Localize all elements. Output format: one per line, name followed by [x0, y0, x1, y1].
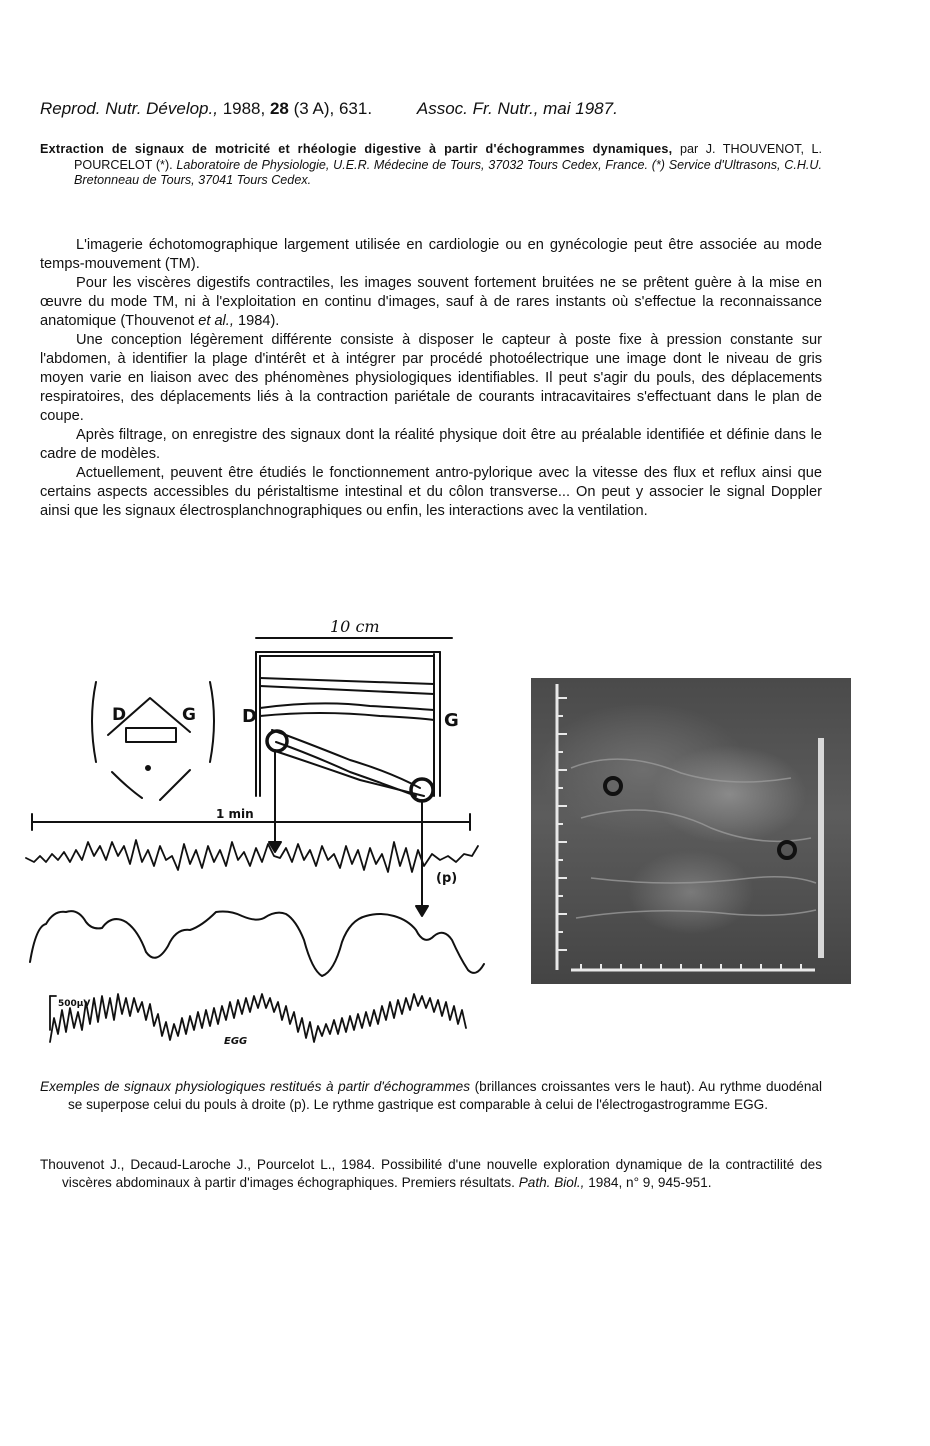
journal-volume: 28 [269, 99, 289, 118]
egg-label: EGG [224, 1036, 248, 1047]
reference-journal: Path. Biol., [518, 1174, 585, 1190]
roi-marker-duodenal [605, 778, 621, 794]
roi-marker-gastric [779, 842, 795, 858]
ultrasound-markings [531, 678, 851, 984]
paragraph-3: Une conception légèrement différente consiste à disposer le capteur à poste fixe à pression constante sur l'abdomen, à identifier la plage d'intérêt et à intégrer par procédé photoélectrique une image dont le niveau de gris moyen varie en liaison avec des phénomènes physiologiques identifiables. Il peut s'agir du pouls, des déplacements respiratoires, des déplacements liés à la contraction pariétale de courants intracavitaires s'effectuant dans le plan de coupe. [40, 332, 822, 424]
abdomen-schematic [92, 682, 214, 800]
caption-text: (brillances croissantes vers le haut). Au rythme duodénal se superpose celui du pouls à droite (p). Le rythme gastrique est comparable à celui de l'électrogastrogramme EGG. [68, 1079, 822, 1112]
ultrasound-image [531, 678, 851, 984]
paragraph-2 [40, 274, 822, 331]
by-label: par [679, 142, 699, 156]
reference-entry [40, 1156, 822, 1191]
figure [20, 610, 910, 1070]
signal-traces-drawing [20, 610, 510, 1070]
reference-details: 1984, n° 9, 945-951. [588, 1174, 712, 1190]
arrow-gastric [416, 800, 428, 916]
paragraph-5: Actuellement, peuvent être étudiés le fonctionnement antro-pylorique avec la vitesse des flux et reflux ainsi que certains aspects accessibles du péristaltisme intestinal et du côlon transverse... On peut y associer le signal Doppler ainsi que les signaux électrosplanchnographiques ou enfin, les interactions avec la ventilation. [40, 465, 822, 519]
journal-year: 1988, [222, 99, 266, 118]
frame-g-label: G [444, 710, 459, 731]
article-authors: J. THOUVENOT, L. POURCELOT (*). [74, 142, 823, 172]
figure-caption [40, 1078, 822, 1113]
gastric-trace [30, 911, 484, 976]
reference-text: Thouvenot J., Decaud-Laroche J., Pourcelot L., 1984. Possibilité d'une nouvelle exploration dynamique de la contractilité des viscères abdominaux à partir d'images échographiques. Premiers résultats. [40, 1157, 822, 1190]
article-title: Extraction de signaux de motricité et rhéologie digestive à partir d'échogrammes dynamiques, [40, 142, 673, 156]
time-scale-label: 1 min [216, 807, 254, 821]
journal-header [40, 99, 840, 119]
paragraph-2-end: 1984). [237, 313, 280, 329]
author-affiliation: Laboratoire de Physiologie, U.E.R. Médecine de Tours, 37032 Tours Cedex, France. (*) Service d'Ultrasons, C.H.U. Bretonneau de Tours, 37041 Tours Cedex. [74, 157, 823, 187]
article-heading [40, 142, 822, 189]
egg-trace [50, 994, 466, 1042]
association-meeting: Assoc. Fr. Nutr., mai 1987. [416, 99, 618, 118]
paragraph-4: Après filtrage, on enregistre des signaux dont la réalité physique doit être au préalable identifiée et définie dans le cadre de modèles. [40, 427, 822, 462]
paragraph-2-text: Pour les viscères digestifs contractiles, les images souvent fortement bruitées ne se prêtent guère à la mise en œuvre du mode TM, ni à l'exploitation en continu d'images, sauf à de rares instants où s'effectue la reconnaissance anatomique (Thouvenot [40, 275, 822, 329]
et-al: et al., [198, 313, 234, 329]
schematic-d-label: D [112, 705, 127, 725]
schematic-g-label: G [182, 705, 196, 725]
echo-frame [256, 652, 440, 801]
egg-scale-label: 500µV [58, 999, 91, 1009]
arrow-duodenal [269, 750, 281, 852]
scale-label: 10 cm [330, 617, 380, 636]
paragraph-1: L'imagerie échotomographique largement utilisée en cardiologie ou en gynécologie peut être associée au mode temps-mouvement (TM). [40, 237, 822, 272]
duodenal-pulse-trace [26, 840, 478, 872]
caption-title: Exemples de signaux physiologiques restitués à partir d'échogrammes [40, 1079, 471, 1094]
pulse-label: (p) [436, 871, 458, 886]
journal-issue-pages: (3 A), 631. [293, 99, 373, 118]
article-body [40, 236, 822, 521]
journal-name: Reprod. Nutr. Dévelop., [40, 99, 218, 118]
frame-d-label: D [242, 706, 257, 727]
